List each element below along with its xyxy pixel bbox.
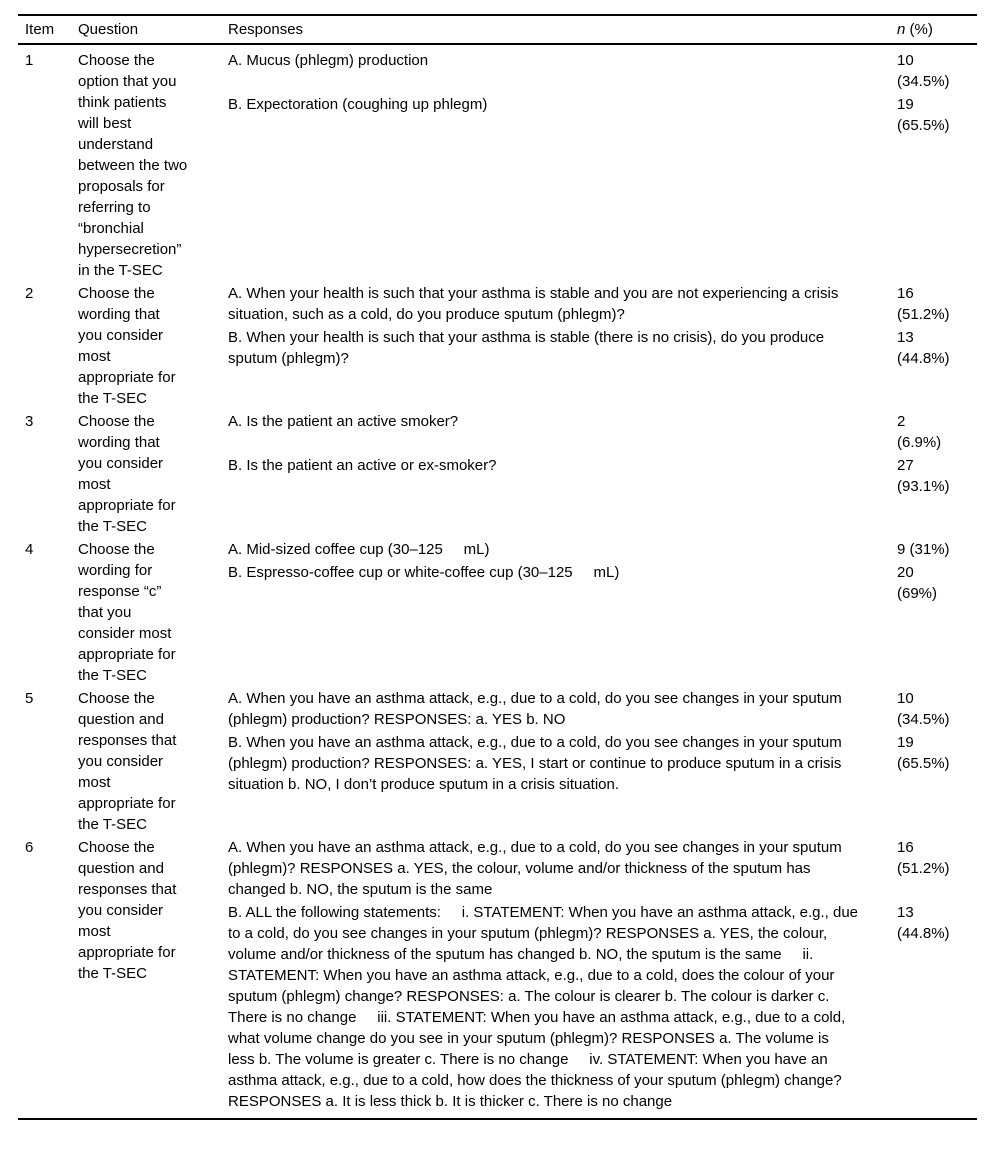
column-header-n	[897, 19, 977, 40]
response-count: 13 (44.8%)	[897, 329, 950, 367]
response-row	[228, 539, 977, 560]
response-row	[228, 94, 977, 136]
item-number-cell: 4	[25, 541, 34, 558]
response-count: 16 (51.2%)	[897, 839, 950, 877]
response-count: 10 (34.5%)	[897, 690, 950, 728]
item-number-cell: 2	[25, 285, 34, 302]
question-cell: Choose the wording that you consider most appropriate for the T-SEC	[78, 413, 176, 535]
response-text: B. When your health is such that your asthma is stable (there is no crisis), do you produce sputum (phlegm)?	[228, 329, 829, 367]
response-row	[228, 411, 977, 453]
response-text: B. ALL the following statements: i. STATEMENT: When you have an asthma attack, e.g., due to a cold, do you see changes in your sputum (phlegm)? RESPONSES a. YES, the colour, volume and/or thickness of the sputum has changed b. NO, the sputum is the same ii. STATEMENT: When you have an asthma attack, e.g., due to a cold, does the colour of your sputum (phlegm) change? RESPONSES: a. The colour is clearer b. The colour is darker c. There is no change iii. STATEMENT: When you have an asthma attack, e.g., due to a cold, what volume change do you see in your sputum (phlegm)? RESPONSES a. The volume is less b. The volume is greater c. There is no change iv. STATEMENT: When you have an asthma attack, e.g., due to a cold, how does the thickness of your sputum (phlegm) change? RESPONSES a. It is less thick b. It is thicker c. There is no change	[228, 904, 863, 1110]
response-text: B. Espresso-coffee cup or white-coffee cup (30–125 mL)	[228, 564, 620, 581]
column-header-responses: Responses	[228, 21, 304, 38]
response-text: B. Is the patient an active or ex-smoker?	[228, 457, 497, 474]
question-cell: Choose the question and responses that you consider most appropriate for the T-SEC	[78, 839, 177, 982]
response-text: B. When you have an asthma attack, e.g., due to a cold, do you see changes in your sputum (phlegm) production? RESPONSES: a. YES, I start or continue to produce sputum in a crisis situation b. NO, I don’t produce sputum in a crisis situation.	[228, 734, 846, 793]
response-count: 16 (51.2%)	[897, 285, 950, 323]
response-text: A. Is the patient an active smoker?	[228, 413, 459, 430]
table-header-row	[18, 14, 977, 45]
question-cell: Choose the question and responses that you consider most appropriate for the T-SEC	[78, 690, 177, 833]
response-row	[228, 688, 977, 730]
responses-cell	[228, 688, 977, 835]
response-count: 13 (44.8%)	[897, 904, 950, 942]
response-row	[228, 327, 977, 369]
item-number-cell: 1	[25, 52, 34, 69]
response-text: A. When your health is such that your asthma is stable and you are not experiencing a crisis situation, such as a cold, do you produce sputum (phlegm)?	[228, 285, 843, 323]
question-cell: Choose the wording that you consider most appropriate for the T-SEC	[78, 285, 176, 407]
response-count: 20 (69%)	[897, 564, 938, 602]
table-row	[18, 50, 977, 281]
table-body	[18, 45, 977, 1120]
response-row	[228, 283, 977, 325]
column-header-item: Item	[25, 21, 55, 38]
question-cell: Choose the wording for response “c” that you consider most appropriate for the T-SEC	[78, 541, 176, 684]
response-count: 19 (65.5%)	[897, 96, 950, 134]
n-label-italic: n	[897, 21, 906, 38]
question-cell: Choose the option that you think patients will best understand between the two proposals for referring to “bronchial hypersecretion” in the T-SEC	[78, 52, 188, 279]
response-text: A. When you have an asthma attack, e.g., due to a cold, do you see changes in your sputum (phlegm) production? RESPONSES: a. YES b. NO	[228, 690, 846, 728]
response-row	[228, 455, 977, 497]
responses-cell	[228, 50, 977, 281]
item-number-cell: 5	[25, 690, 34, 707]
response-text: A. Mid-sized coffee cup (30–125 mL)	[228, 541, 490, 558]
response-count: 9 (31%)	[897, 541, 950, 558]
table-row	[18, 837, 977, 1112]
item-number-cell: 3	[25, 413, 34, 430]
responses-cell	[228, 539, 977, 686]
n-label-rest: (%)	[905, 21, 933, 38]
response-count: 19 (65.5%)	[897, 734, 950, 772]
survey-table	[18, 14, 977, 1120]
response-count: 2 (6.9%)	[897, 413, 942, 451]
table-row	[18, 539, 977, 686]
response-count: 27 (93.1%)	[897, 457, 950, 495]
responses-cell	[228, 283, 977, 409]
table-row	[18, 283, 977, 409]
table-row	[18, 411, 977, 537]
response-row	[228, 902, 977, 1112]
response-text: A. When you have an asthma attack, e.g., due to a cold, do you see changes in your sputum (phlegm)? RESPONSES a. YES, the colour, volume and/or thickness of the sputum has changed b. NO, the sputum is the same	[228, 839, 846, 898]
item-number-cell: 6	[25, 839, 34, 856]
response-row	[228, 50, 977, 92]
response-text: A. Mucus (phlegm) production	[228, 52, 429, 69]
responses-cell	[228, 837, 977, 1112]
response-row	[228, 732, 977, 795]
column-header-question: Question	[78, 21, 139, 38]
response-row	[228, 562, 977, 604]
response-count: 10 (34.5%)	[897, 52, 950, 90]
responses-cell	[228, 411, 977, 537]
response-row	[228, 837, 977, 900]
response-text: B. Expectoration (coughing up phlegm)	[228, 96, 488, 113]
table-row	[18, 688, 977, 835]
